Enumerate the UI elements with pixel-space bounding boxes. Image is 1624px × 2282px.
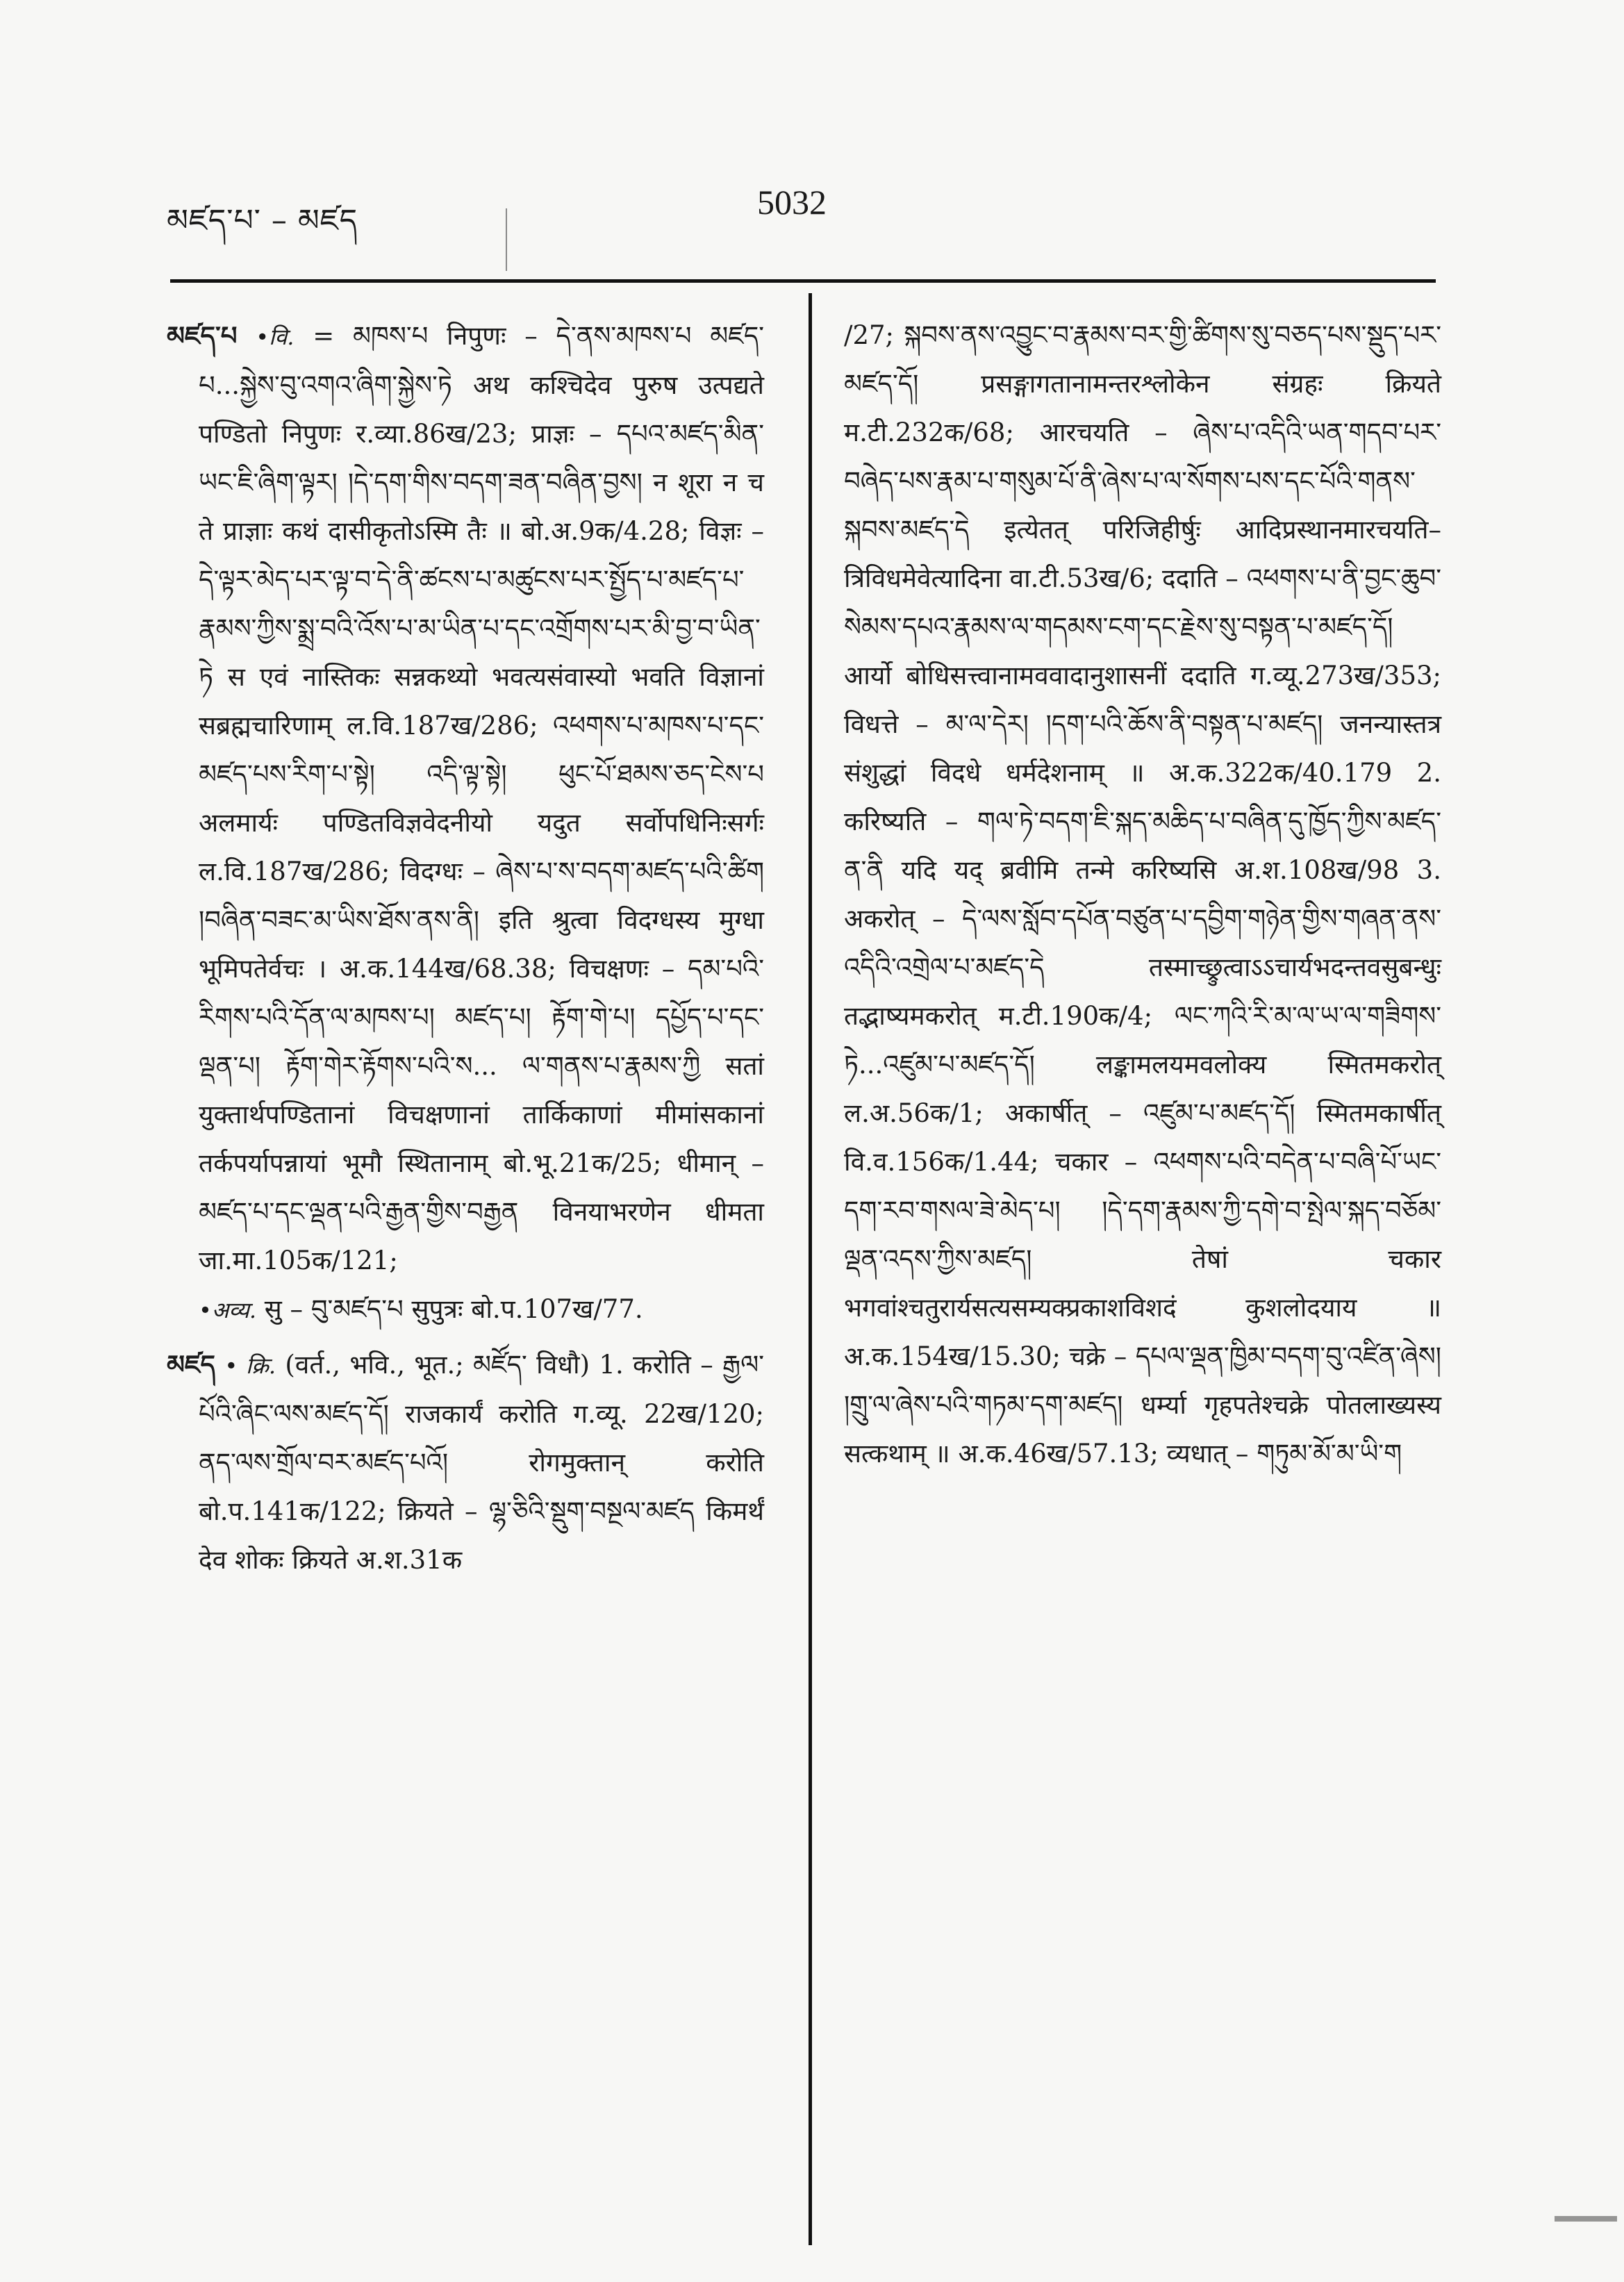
grammar-tag: •वि. (256, 324, 295, 350)
scan-artifact (1555, 2216, 1617, 2222)
page-number: 5032 (757, 183, 827, 222)
grammar-tag: • क्रि. (224, 1353, 276, 1379)
left-column (167, 311, 764, 1590)
subsense-tag: •अव्य. (199, 1297, 256, 1323)
entry-continuation: /27; སྐབས་ནས་འབྱུང་བ་རྣམས་བར་གྱི་ཚིགས་སུ་བཅད་པས་སྡུད་པར་མཛད་དོ། प्रसङ्गागतानामन्तरश्लोकेन संग्रहः क्रियते म.टी.232क/68; आरचयति – ཞེས་པ་འདིའི་ཡན་གདབ་པར་བཞེད་པས་རྣམ་པ་གསུམ་པོ་ནི་ཞེས་པ་ལ་སོགས་པས་དང་པོའི་གནས་སྐབས་མཛད་དེ इत्येतत् परिजिहीर्षुः आदिप्रस्थानमारचयति–त्रिविधमेवेत्यादिना वा.टी.53ख/6; ददाति – འཕགས་པ་ནི་བྱང་ཆུབ་སེམས་དཔའ་རྣམས་ལ་གདམས་ངག་དང་རྗེས་སུ་བསྟན་པ་མཛད་དོ། आर्यो बोधिसत्त्वानामववादानुशासनीं ददाति ग.व्यू.273ख/353; विधत्ते – མ་ལ་དེར། །དག་པའི་ཆོས་ནི་བསྟན་པ་མཛད། जनन्यास्तत्र संशुद्धां विदधे धर्मदेशनाम् ॥ अ.क.322क/40.179 2. करिष्यति – གལ་ཏེ་བདག་ཇི་སྐད་མཆིད་པ་བཞིན་དུ་ཁྱོད་ཀྱིས་མཛད་ན་ནི यदि यद् ब्रवीमि तन्मे करिष्यसि अ.श.108ख/98 3. अकरोत् – དེ་ལས་སློབ་དཔོན་བཙུན་པ་དབྱིག་གཉེན་གྱིས་གཞན་ནས་འདིའི་འགྲེལ་པ་མཛད་དེ तस्माच्छ्रुत्वाऽऽचार्यभदन्तवसुबन्धुः तद्भाष्यमकरोत् म.टी.190क/4; ལང་ཀའི་རི་མ་ལ་ཡ་ལ་གཟིགས་ཏེ...འཛུམ་པ་མཛད་དོ། लङ्कामलयमवलोक्य स्मितमकरोत् ल.अ.56क/1; अकार्षीत् – འཛུམ་པ་མཛད་དོ། स्मितमकार्षीत् वि.व.156क/1.44; चकार – འཕགས་པའི་བདེན་པ་བཞི་པོ་ཡང་དག་རབ་གསལ་ཟེ་མེད་པ། །དེ་དག་རྣམས་ཀྱི་དགེ་བ་སྤེལ་སྐད་བཅོམ་ལྡན་འདས་ཀྱིས་མཛད། तेषां चकार भगवांश्चतुरार्यसत्यसम्यक्प्रकाशविशदं कुशलोदयाय ॥ अ.क.154ख/15.30; चक्रे – དཔལ་ལྡན་ཁྱིམ་བདག་བུ་འཛིན་ཞེས། །གྲུ་ལ་ཞེས་པའི་གཏམ་དག་མཛད། धर्म्या गृहपतेश्चक्रे पोतलाख्यस्य सत्कथाम् ॥ अ.क.46ख/57.13; व्यधात् – གཏུམ་མོ་མ་ཡི་ག (844, 320, 1441, 1469)
entry-text: (वर्त., भवि., भूत.; མཛོད་ विधौ) 1. करोति – རྒྱལ་པོའི་ཞིང་ལས་མཛད་དོ། राजकार्यं करोति ग.व्यू. 22ख/120; ནད་ལས་གྲོལ་བར་མཛད་པའོ། रोगमुक्तान् करोति बो.प.141क/122; क्रियते – ལྷ་ཅིའི་སྡུག་བསྔལ་མཛད किमर्थं देव शोकः क्रियते अ.श.31क (199, 1350, 765, 1575)
entry-text: = མཁས་པ निपुणः – དེ་ནས་མཁས་པ མཛད་པ...སྐྱེས་བུ་འགའ་ཞིག་སྐྱེས་ཏེ अथ कश्चिदेव पुरुष उत्पद्यते पण्डितो निपुणः र.व्या.86ख/23; प्राज्ञः – དཔའ་མཛད་མིན་ཡང་ཇི་ཞིག་ལྟར། །དེ་དག་གིས་བདག་ཟན་བཞིན་བྱས། न शूरा न च ते प्राज्ञाः कथं दासीकृतोऽस्मि तैः ॥ बो.अ.9क/4.28; विज्ञः – དེ་ལྟར་མེད་པར་ལྟ་བ་དེ་ནི་ཚངས་པ་མཚུངས་པར་སྤྱོད་པ་མཛད་པ་རྣམས་ཀྱིས་སྨྲ་བའི་འོས་པ་མ་ཡིན་པ་དང་འགྲོགས་པར་མི་བྱ་བ་ཡིན་ཏེ स एवं नास्तिकः सन्नकथ्यो भवत्यसंवास्यो भवति विज्ञानां सब्रह्मचारिणाम् ल.वि.187ख/286; འཕགས་པ་མཁས་པ་དང་མཛད་པས་རིག་པ་སྟེ། འདི་ལྟ་སྟེ། ཕུང་པོ་ཐམས་ཅད་ངེས་པ अलमार्यः पण्डितविज्ञवेदनीयो यदुत सर्वोपधिनिःसर्गः ल.वि.187ख/286; विदग्धः – ཞེས་པ་ས་བདག་མཛད་པའི་ཚིག །བཞིན་བཟང་མ་ཡིས་ཐོས་ནས་ནི། इति श्रुत्वा विदग्धस्य मुग्धा भूमिपतेर्वचः । अ.क.144ख/68.38; विचक्षणः – དམ་པའི་རིགས་པའི་དོན་ལ་མཁས་པ། མཛད་པ། རྟོག་གེ་པ། དཔྱོད་པ་དང་ལྡན་པ། རྟོག་གེར་རྟོགས་པའི་ས... ལ་གནས་པ་རྣམས་ཀྱི सतां युक्तार्थपण्डितानां विचक्षणानां तार्किकाणां मीमांसकानां तर्कपर्यापन्नायां भूमौ स्थितानाम् बो.भू.21क/25; धीमान् – མཛད་པ་དང་ལྡན་པའི་རྒྱན་གྱིས་བརྒྱན विनयाभरणेन धीमता जा.मा.105क/121; (199, 321, 765, 1275)
entry-body (167, 311, 764, 1285)
headword: མཛད་པ (167, 320, 238, 351)
column-divider (809, 293, 812, 2245)
binding-mark (506, 208, 507, 271)
headword: མཛད (167, 1349, 215, 1380)
header-rule (170, 279, 1436, 283)
dictionary-entry (167, 311, 764, 1334)
right-column (844, 311, 1441, 1484)
subsense (167, 1285, 764, 1334)
running-head: མཛད་པ་ – མཛད (167, 203, 358, 238)
dictionary-entry (167, 1340, 764, 1585)
subsense-text: सु – བུ་མཛད་པ सुपुत्रः बो.प.107ख/77. (264, 1294, 643, 1324)
entry-body (167, 1340, 764, 1585)
